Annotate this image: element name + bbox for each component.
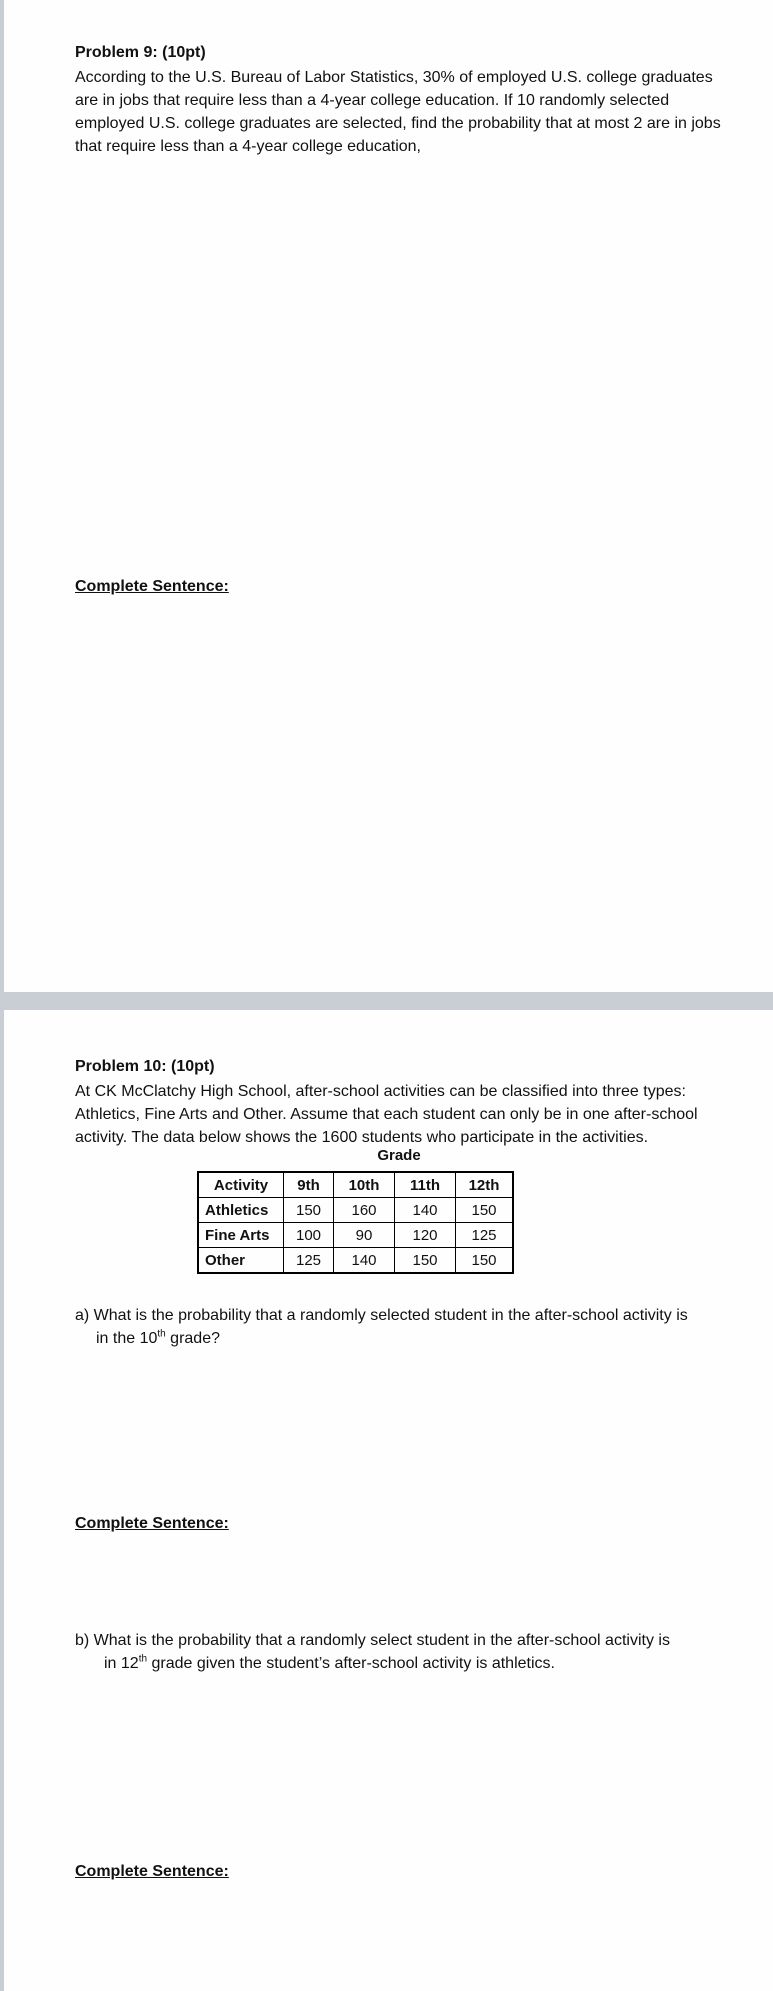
problem-10-title: Problem 10: (10pt) bbox=[75, 1058, 215, 1075]
table-cell: 125 bbox=[284, 1248, 334, 1274]
table-row bbox=[198, 1223, 513, 1248]
problem-9-complete-sentence-label: Complete Sentence: bbox=[75, 578, 229, 595]
table-header-cell: 12th bbox=[456, 1172, 514, 1198]
table-row bbox=[198, 1198, 513, 1223]
part-b-complete-sentence-label: Complete Sentence: bbox=[75, 1863, 229, 1880]
page-1 bbox=[4, 0, 773, 992]
problem-9-text: According to the U.S. Bureau of Labor Statistics, 30% of employed U.S. college graduates are in jobs that require less than a 4-year college education. If 10 randomly selected employed U.S. college graduates are selected, find the probability that at most 2 are in jobs that require less than a 4-year college education, bbox=[75, 69, 721, 155]
part-a-line-2 bbox=[75, 1327, 725, 1350]
part-b-line-2-text: in 12 bbox=[104, 1655, 139, 1672]
table-header-cell: Activity bbox=[198, 1172, 284, 1198]
table-cell: 120 bbox=[395, 1223, 456, 1248]
table-row bbox=[198, 1248, 513, 1274]
activity-grade-table bbox=[197, 1171, 514, 1274]
part-a-line-2-text: in the 10 bbox=[96, 1330, 158, 1347]
table-header-cell: 10th bbox=[334, 1172, 395, 1198]
page-2 bbox=[4, 1010, 773, 1991]
table-grade-label: Grade bbox=[377, 1147, 421, 1164]
part-b-line-1: b) What is the probability that a randomly select student in the after-school activity is bbox=[75, 1632, 670, 1649]
table-cell: 150 bbox=[395, 1248, 456, 1274]
part-a-line-1: a) What is the probability that a randomly selected student in the after-school activity is bbox=[75, 1307, 688, 1324]
table-cell: 140 bbox=[395, 1198, 456, 1223]
problem-9-title: Problem 9: (10pt) bbox=[75, 44, 206, 61]
table-cell: 125 bbox=[456, 1223, 514, 1248]
table-cell: 150 bbox=[284, 1198, 334, 1223]
table-header-row bbox=[198, 1172, 513, 1198]
part-b-question bbox=[75, 1629, 725, 1675]
part-b-line-2 bbox=[75, 1652, 725, 1675]
table-row-label: Other bbox=[198, 1248, 284, 1274]
table-cell: 160 bbox=[334, 1198, 395, 1223]
table-row-label: Athletics bbox=[198, 1198, 284, 1223]
table-cell: 150 bbox=[456, 1248, 514, 1274]
part-a-question bbox=[75, 1304, 725, 1350]
table-cell: 100 bbox=[284, 1223, 334, 1248]
table-row-label: Fine Arts bbox=[198, 1223, 284, 1248]
part-b-superscript: th bbox=[138, 1653, 148, 1665]
table-cell: 150 bbox=[456, 1198, 514, 1223]
part-a-line-2-end: grade? bbox=[165, 1330, 220, 1347]
table-cell: 90 bbox=[334, 1223, 395, 1248]
part-a-complete-sentence-label: Complete Sentence: bbox=[75, 1515, 229, 1532]
part-a-superscript: th bbox=[157, 1328, 166, 1340]
table-cell: 140 bbox=[334, 1248, 395, 1274]
table-header-cell: 11th bbox=[395, 1172, 456, 1198]
part-b-line-2-end: grade given the student’s after-school activity is athletics. bbox=[147, 1655, 555, 1672]
table-header-cell: 9th bbox=[284, 1172, 334, 1198]
problem-10-text: At CK McClatchy High School, after-school activities can be classified into three types: Athletics, Fine Arts and Other. Assume that each student can only be in one after-school activity. The data below shows the 1600 students who participate in the activities. bbox=[75, 1083, 698, 1146]
